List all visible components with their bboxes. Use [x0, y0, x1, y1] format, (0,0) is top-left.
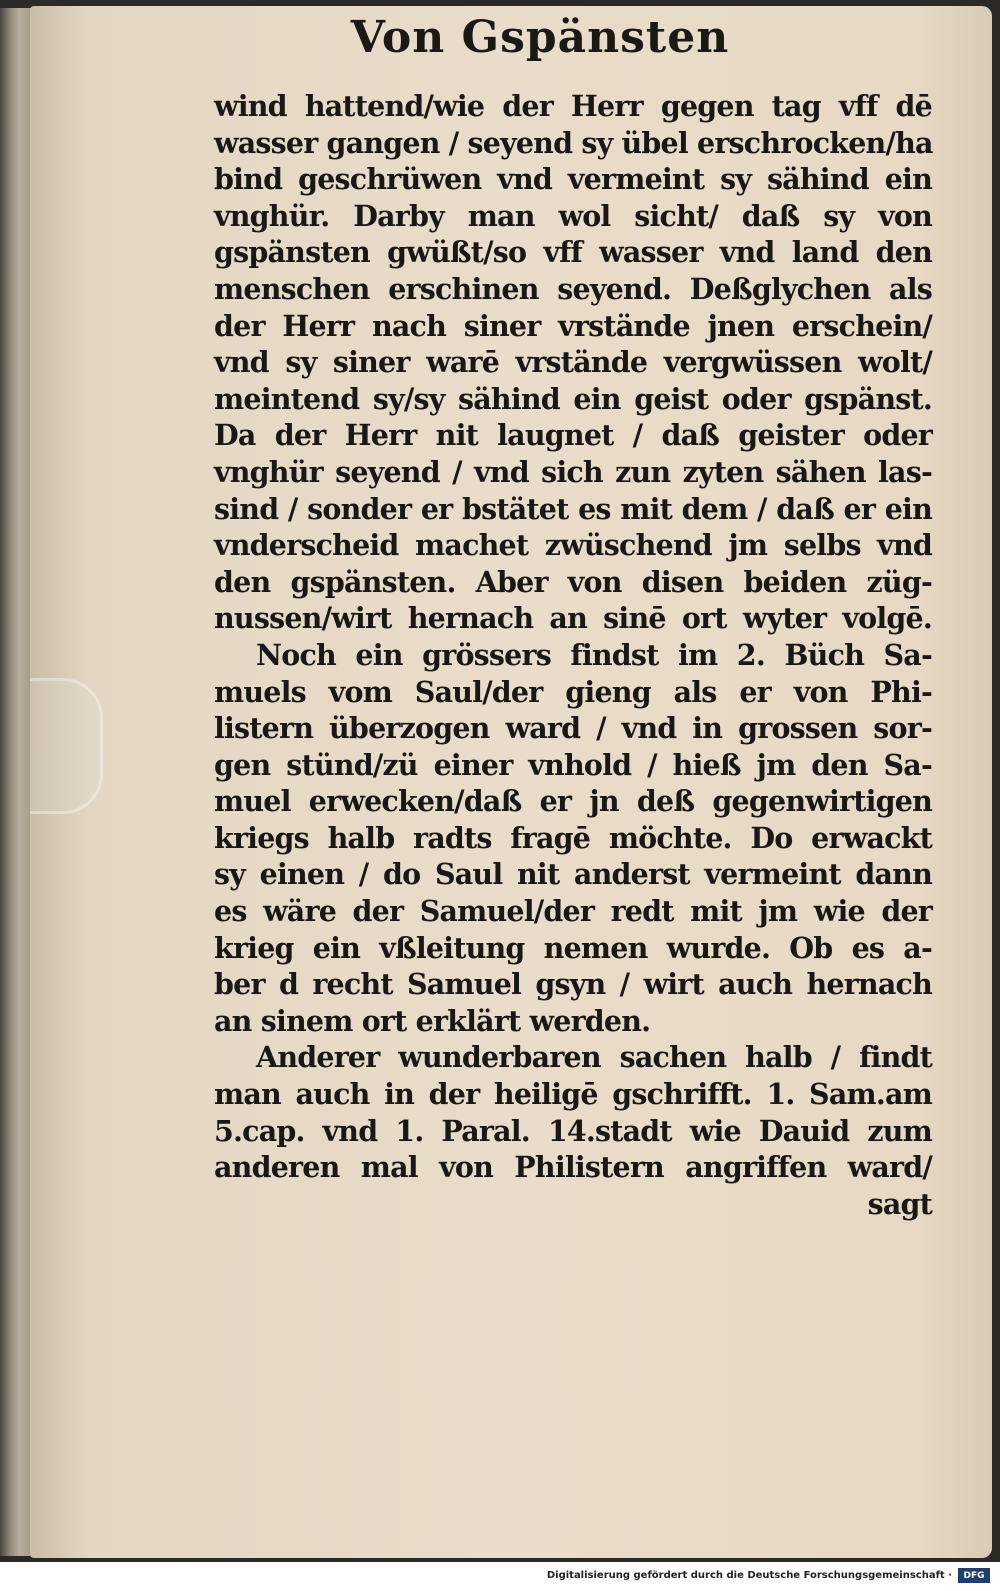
text-line: nussen/wirt hernach an sinē ort wyter volgē. — [214, 601, 932, 636]
text-line: gspänsten gwüßt/so vff wasser vnd land den — [214, 235, 932, 270]
body-text — [214, 88, 932, 1222]
running-title: Von Gspänsten — [350, 12, 730, 63]
text-line: Anderer wunderbaren sachen halb / findt — [256, 1040, 932, 1075]
text-line: kriegs halb radts fragē möchte. Do erwackt — [214, 820, 932, 855]
text-line: vnd sy siner warē vrstände vergwüssen wolt/ — [214, 345, 932, 380]
text-line: an sinem ort erklärt werden. — [214, 1003, 651, 1038]
text-line: vnderscheid machet zwüschend jm selbs vnd — [214, 528, 932, 563]
page-clip — [30, 678, 103, 814]
text-line: anderen mal von Philistern angriffen ward/ — [214, 1150, 932, 1185]
text-line: Da der Herr nit laugnet / daß geister oder — [214, 418, 932, 453]
text-line: den gspänsten. Aber von disen beiden züg- — [214, 564, 932, 599]
text-line: sind / sonder er bstätet es mit dem / daß er ein — [214, 491, 932, 526]
text-line: bind geschrüwen vnd vermeint sy sähind ein — [214, 162, 932, 197]
text-line: muels vom Saul/der gieng als er von Phi- — [214, 674, 932, 709]
text-line: der Herr nach siner vrstände jnen erschein/ — [214, 308, 932, 343]
text-line: 5.cap. vnd 1. Paral. 14.stadt wie Dauid zum — [214, 1113, 932, 1148]
text-line: wind hattend/wie der Herr gegen tag vff dē — [214, 89, 932, 123]
text-line: menschen erschinen seyend. Deßglychen als — [214, 271, 932, 306]
text-line: ber d recht Samuel gsyn / wirt auch hernach — [214, 967, 932, 1002]
dfg-logo: DFG — [958, 1568, 990, 1583]
text-line: wasser gangen / seyend sy übel erschrocken/ha — [214, 125, 933, 160]
book-page-edges — [0, 8, 32, 1556]
text-line: listern überzogen ward / vnd in grossen sor- — [214, 711, 932, 746]
text-line: Noch ein grössers findst im 2. Büch Sa- — [256, 637, 932, 672]
text-line: gen stünd/zü einer vnhold / hieß jm den Sa- — [214, 747, 932, 782]
text-line: vnghür. Darby man wol sicht/ daß sy von — [214, 198, 932, 233]
text-line: sy einen / do Saul nit anderst vermeint dann — [214, 857, 932, 892]
text-line: krieg ein vßleitung nemen wurde. Ob es a- — [214, 930, 932, 965]
text-line: meintend sy/sy sähind ein geist oder gspänst. — [214, 381, 932, 416]
funding-credit: Digitalisierung gefördert durch die Deutsche Forschungsgemeinschaft · — [546, 1570, 952, 1581]
text-line: es wäre der Samuel/der redt mit jm wie der — [214, 894, 932, 929]
text-line: vnghür seyend / vnd sich zun zyten sähen las- — [214, 454, 932, 489]
text-line: muel erwecken/daß er jn deß gegenwirtigen — [214, 784, 932, 819]
catchword: sagt — [867, 1186, 932, 1221]
text-line: man auch in der heiligē gschrifft. 1. Sam.am — [214, 1077, 932, 1112]
